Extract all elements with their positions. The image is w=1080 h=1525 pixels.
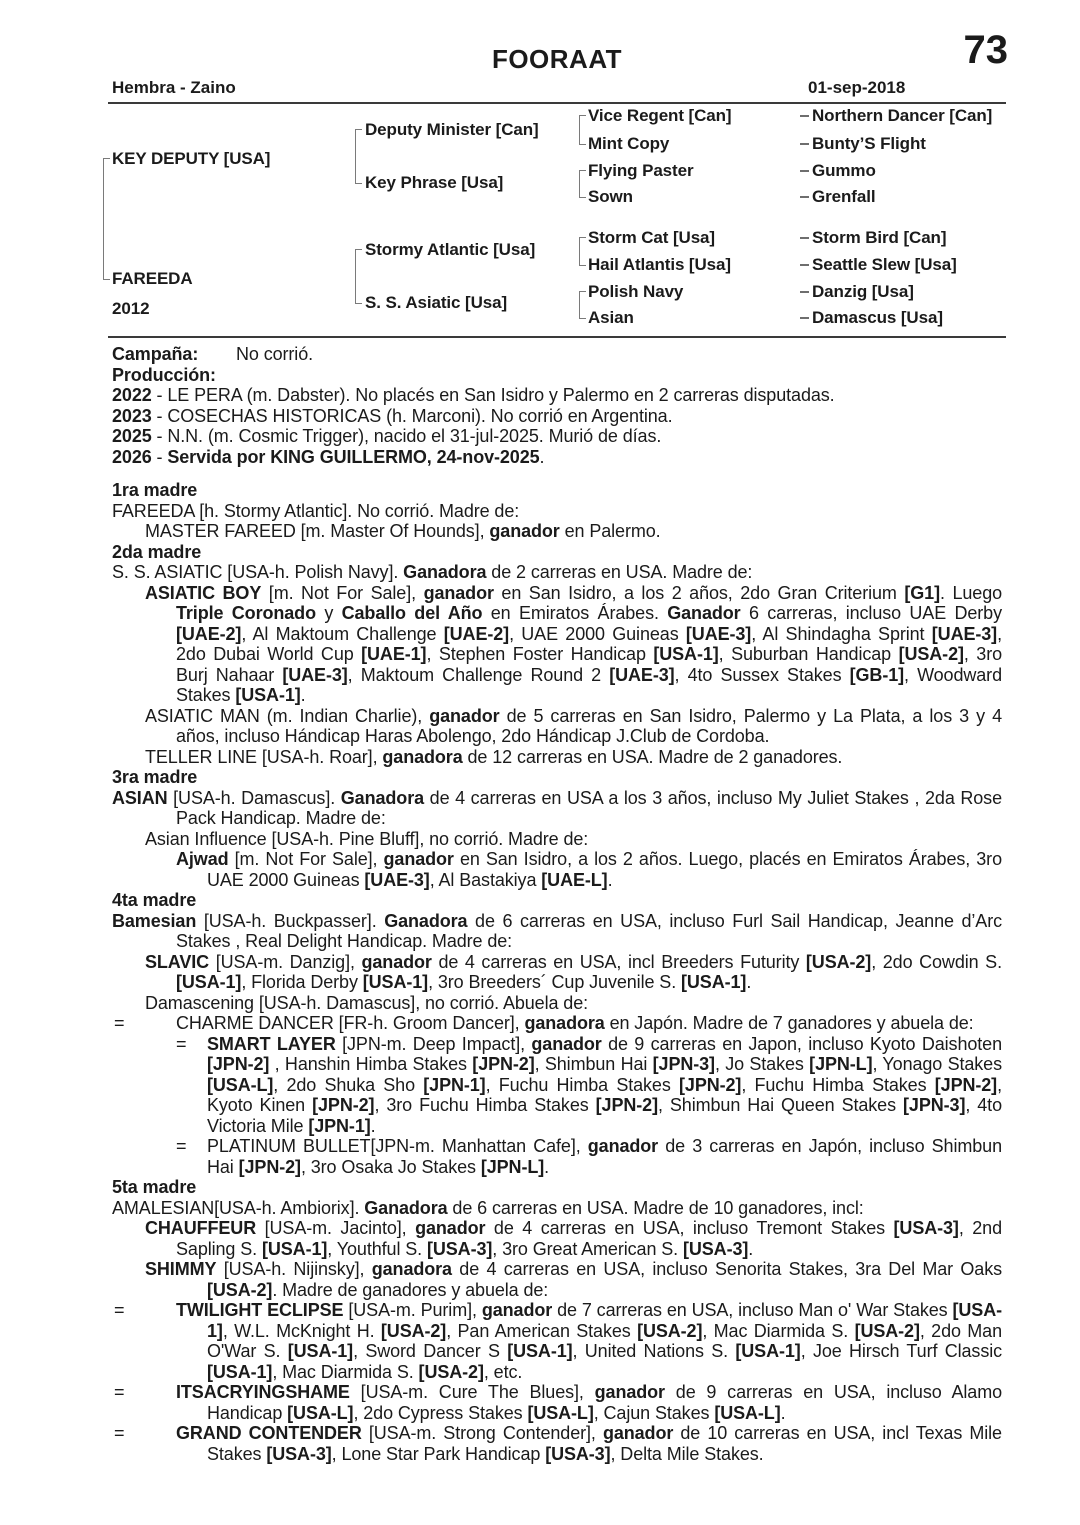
- text: , Youthful S.: [327, 1238, 427, 1259]
- bold-text: [UAE-3]: [685, 623, 752, 644]
- text: , 4to Sussex Stakes: [674, 664, 850, 685]
- equals-prefix: =: [176, 1136, 187, 1156]
- text: [USA-h. Damascus].: [167, 787, 341, 808]
- production-year: 2026: [112, 446, 152, 467]
- text: , 2do Cypress Stakes: [353, 1402, 528, 1423]
- text: , Fuchu Himba Stakes: [741, 1074, 935, 1095]
- dam-heading: 3ra madre: [112, 767, 198, 787]
- bold-text: [USA-3]: [893, 1218, 959, 1238]
- text: .: [544, 1156, 550, 1177]
- text: [USA-h. Buckpasser].: [196, 910, 385, 931]
- text: , Fuchu Himba Stakes: [485, 1074, 680, 1095]
- bold-text: [UAE-3]: [282, 664, 348, 685]
- production-entry: [112, 447, 1002, 468]
- bold-text: [USA-3]: [682, 1238, 749, 1259]
- bold-text: [USA-L]: [207, 1074, 274, 1095]
- bold-text: ganadora: [524, 1013, 605, 1033]
- text: en Japón. Madre de 7 ganadores y abuela de:: [604, 1013, 974, 1033]
- bold-text: [JPN-1]: [308, 1115, 371, 1136]
- pedigree-dam-year: 2012: [112, 299, 150, 318]
- dam-section: [112, 890, 1002, 1177]
- pedigree-dash: [800, 264, 809, 266]
- text: CHARME DANCER [FR-h. Groom Dancer],: [176, 1013, 525, 1033]
- text: , 3ro Fuchu Himba Stakes: [374, 1095, 596, 1115]
- dam-paragraph: [112, 1136, 1002, 1177]
- text: de 2 carreras en USA. Madre de:: [486, 562, 753, 582]
- dam-paragraph: = ITSACRYINGSHAME [USA-m. Cure The Blues], ganador de 9 carreras en USA, incluso Alamo Handicap [USA-L], 2do Cypress Stakes [USA-L], Cajun Stakes [USA-L].: [114, 1382, 1003, 1423]
- dam-paragraph: [112, 583, 1002, 706]
- text: [m. Not For Sale],: [228, 849, 384, 869]
- text: de 6 carreras en USA, incluso Furl Sail Handicap, Jeanne d’Arc Stakes , Real Delight Handicap. Madre de:: [176, 910, 1003, 951]
- bold-text: [JPN-2]: [238, 1156, 301, 1177]
- pedigree-gen3-name: Vice Regent [Can]: [588, 106, 732, 125]
- text: , 2do Cowdin S.: [871, 951, 1002, 972]
- dam-paragraph: [112, 993, 1002, 1014]
- production-year: 2023: [112, 405, 152, 426]
- dam-paragraph: [112, 1034, 1002, 1137]
- text: de 10 carreras en USA, incl Texas Mile Stakes: [207, 1423, 1002, 1464]
- text: PLATINUM BULLET[JPN-m. Manhattan Cafe],: [207, 1136, 588, 1156]
- text: . Luego: [940, 582, 1003, 603]
- pedigree-dash: [800, 143, 809, 145]
- text: , Shimbun Hai: [534, 1054, 653, 1074]
- text: en San Isidro, a los 2 años, 2do Gran Criterium: [493, 582, 905, 603]
- bold-text: ganador: [361, 951, 432, 972]
- bold-text: Caballo del Año: [341, 603, 483, 623]
- bold-text: [USA-2]: [637, 1320, 703, 1341]
- text: [USA-m. Danzig],: [209, 951, 362, 972]
- bold-text: SMART LAYER: [207, 1033, 336, 1054]
- text: en San Isidro, a los 2 años. Luego, placés en Emiratos Árabes, 3ro UAE 2000 Guineas: [207, 849, 1002, 890]
- bold-text: [USA-1]: [362, 972, 429, 992]
- bold-text: [JPN-2]: [472, 1054, 535, 1074]
- dam-section: [112, 1177, 1002, 1464]
- dam-paragraph: [112, 1198, 1002, 1219]
- dam-paragraph: [112, 562, 1002, 583]
- text: , Sword Dancer S: [353, 1341, 508, 1361]
- bold-text: [UAE-3]: [609, 664, 675, 685]
- text: , 2do Man O'War S.: [207, 1320, 1002, 1361]
- text: de 5 carreras en San Isidro, Palermo y La Plata, a los 3 y 4 años, incluso Hándicap Haras Abolengo, 2do Hándicap J.Club de Cordoba.: [176, 705, 1002, 746]
- text: , 3ro Great American S.: [492, 1238, 683, 1259]
- dam-section: [112, 480, 1002, 542]
- pedigree-gen4-name: Bunty’S Flight: [812, 134, 926, 153]
- production-year: 2022: [112, 385, 152, 405]
- bold-text: [JPN-L]: [480, 1156, 545, 1177]
- bold-text: [UAE-1]: [361, 644, 427, 664]
- bold-text: [USA-2]: [380, 1320, 447, 1341]
- page-content: [112, 0, 1008, 1464]
- text: . Madre de ganadores y abuela de:: [272, 1279, 549, 1300]
- dam-paragraph: [112, 952, 1002, 993]
- pedigree-gen4-name: Northern Dancer [Can]: [812, 106, 993, 125]
- pedigree-gen4-name: Gummo: [812, 161, 876, 180]
- pedigree-dash: [800, 291, 809, 293]
- text: en Emiratos Árabes.: [482, 603, 668, 623]
- text: de 6 carreras en USA. Madre de 10 ganadores, incl:: [447, 1197, 864, 1218]
- bold-text: Bamesian: [112, 910, 197, 931]
- text: [USA-m. Jacinto],: [256, 1218, 416, 1238]
- bold-text: Ganadora: [403, 562, 487, 582]
- text: , Al Maktoum Challenge: [241, 623, 444, 644]
- text: , Cajun Stakes: [593, 1402, 715, 1423]
- bold-text: [G1]: [904, 582, 940, 603]
- bold-text: [USA-1]: [507, 1341, 573, 1361]
- text: , 2nd Sapling S.: [176, 1218, 1002, 1259]
- text: , Pan American Stakes: [446, 1320, 638, 1341]
- bold-text: ganador: [415, 1218, 486, 1238]
- bold-text: ITSACRYINGSHAME: [176, 1382, 350, 1402]
- bold-text: Ganadora: [340, 787, 425, 808]
- text: , 3ro Osaka Jo Stakes: [300, 1156, 481, 1177]
- text: -: [151, 446, 168, 467]
- text: , Delta Mile Stakes.: [610, 1443, 764, 1464]
- bold-text: [GB-1]: [849, 664, 905, 685]
- bold-text: [JPN-3]: [652, 1054, 715, 1074]
- text: , Al Bastakiya: [429, 869, 542, 890]
- bold-text: [USA-1]: [207, 1300, 1003, 1341]
- text: , 3ro Breeders´ Cup Juvenile S.: [428, 972, 682, 992]
- pedigree-dash: [800, 115, 809, 117]
- pedigree-bracket: [355, 129, 362, 184]
- page-title: FOORAAT: [491, 44, 623, 74]
- bold-text: ASIAN: [112, 787, 168, 808]
- bold-text: [USA-1]: [261, 1238, 328, 1259]
- bold-text: Ganadora: [364, 1197, 448, 1218]
- bold-text: [JPN-2]: [207, 1054, 270, 1074]
- text: [m. Not For Sale],: [261, 582, 424, 603]
- bold-text: ganador: [594, 1382, 665, 1402]
- bold-text: [USA-2]: [207, 1279, 273, 1300]
- bold-text: [USA-1]: [235, 685, 301, 705]
- bold-text: [UAE-3]: [931, 623, 998, 644]
- pedigree-bracket: [355, 249, 362, 304]
- text: - N.N. (m. Cosmic Trigger), nacido el 31-jul-2025. Murió de días.: [151, 426, 662, 446]
- text: de 9 carreras en Japon, incluso Kyoto Daishoten: [601, 1033, 1002, 1054]
- campaign-label: Campaña:: [112, 344, 199, 364]
- text: de 12 carreras en USA. Madre de 2 ganadores.: [462, 746, 843, 767]
- text: de 4 carreras en USA a los 3 años, incluso My Juliet Stakes , 2da Rose Pack Handicap. Madre de:: [176, 787, 1002, 828]
- page-header: [112, 0, 1008, 102]
- text: de 4 carreras en USA, incluso Tremont Stakes: [485, 1218, 894, 1238]
- text: , Mac Diarmida S.: [272, 1361, 419, 1382]
- pedigree-gen2-name: Key Phrase [Usa]: [365, 173, 504, 192]
- text: [JPN-m. Deep Impact],: [335, 1033, 532, 1054]
- page-number: 73: [963, 28, 1008, 72]
- dam-paragraph: [112, 788, 1002, 829]
- bold-text: ganador: [489, 521, 560, 541]
- text: , etc.: [483, 1361, 523, 1382]
- dam-paragraph: = GRAND CONTENDER [USA-m. Strong Contender], ganador de 10 carreras en USA, incl Texas Mile Stakes [USA-3], Lone Star Park Handicap [USA-3], Delta Mile Stakes.: [114, 1423, 1002, 1464]
- text: , Suburban Handicap: [718, 644, 899, 664]
- bold-text: [USA-1]: [207, 1361, 273, 1382]
- dam-section: [112, 767, 1002, 890]
- pedigree-dash: [800, 317, 809, 319]
- pedigree-bracket: [579, 291, 586, 319]
- bold-text: [USA-L]: [714, 1402, 781, 1423]
- text: [USA-m. Strong Contender],: [361, 1423, 603, 1443]
- text: .: [748, 1238, 754, 1259]
- dam-paragraph: [112, 911, 1002, 952]
- pedigree-gen3-name: Polish Navy: [588, 282, 684, 301]
- text: AMALESIAN[USA-h. Ambiorix].: [112, 1197, 365, 1218]
- text: [USA-m. Cure The Blues],: [349, 1382, 595, 1402]
- bold-text: [USA-3]: [545, 1443, 611, 1464]
- equals-prefix: =: [176, 1033, 187, 1054]
- text: de 3 carreras en Japón, incluso Shimbun Hai: [207, 1136, 1002, 1177]
- bold-text: ASIATIC BOY: [145, 582, 262, 603]
- bold-text: [USA-2]: [854, 1320, 920, 1341]
- bold-text: Ajwad: [176, 849, 229, 869]
- pedigree-dash: [800, 170, 809, 172]
- pedigree-gen3-name: Storm Cat [Usa]: [588, 228, 715, 247]
- bold-text: ganador: [429, 705, 500, 726]
- production-label: Producción:: [112, 364, 216, 385]
- bold-text: GRAND CONTENDER: [176, 1423, 362, 1443]
- bold-text: TWILIGHT ECLIPSE: [176, 1300, 344, 1320]
- bold-text: [JPN-2]: [934, 1074, 998, 1095]
- dam-paragraph: [112, 829, 1002, 850]
- bold-text: CHAUFFEUR: [145, 1218, 257, 1238]
- text: , Hanshin Himba Stakes: [269, 1054, 473, 1074]
- bold-text: Ganador: [667, 603, 741, 623]
- dam-heading: 1ra madre: [112, 480, 198, 500]
- text: , 2do Dubai World Cup: [176, 623, 1002, 664]
- text: 6 carreras, incluso UAE Derby: [740, 603, 1002, 623]
- text: , 3ro Burj Nahaar: [176, 644, 1002, 685]
- bold-text: ganador: [481, 1300, 553, 1320]
- pedigree-gen2-name: S. S. Asiatic [Usa]: [365, 293, 508, 312]
- pedigree-table: [112, 104, 1002, 336]
- bold-text: SLAVIC: [145, 951, 210, 972]
- bold-text: [UAE-2]: [443, 623, 510, 644]
- text: de 7 carreras en USA, incluso Man o' War Stakes: [552, 1300, 953, 1320]
- text: , 4to Victoria Mile: [207, 1095, 1002, 1136]
- bold-text: ganador: [531, 1033, 602, 1054]
- text: , Yonago Stakes: [872, 1054, 1002, 1074]
- text: MASTER FAREED [m. Master Of Hounds],: [145, 521, 490, 541]
- pedigree-gen4-name: Seattle Slew [Usa]: [812, 255, 957, 274]
- bold-text: ganadora: [382, 746, 463, 767]
- dam-paragraph: [112, 1218, 1002, 1259]
- bold-text: Ganadora: [384, 910, 468, 931]
- bold-text: [JPN-2]: [679, 1074, 742, 1095]
- text: , UAE 2000 Guineas: [509, 623, 686, 644]
- pedigree-gen3-name: Flying Paster: [588, 161, 694, 180]
- bold-text: [USA-1]: [287, 1341, 354, 1361]
- bold-text: ganador: [602, 1423, 674, 1443]
- text: , Stephen Foster Handicap: [426, 644, 654, 664]
- bold-text: [USA-2]: [418, 1361, 484, 1382]
- text: ASIATIC MAN (m. Indian Charlie),: [145, 705, 430, 726]
- pedigree-dam: FAREEDA: [112, 269, 193, 288]
- bold-text: [JPN-2]: [595, 1095, 658, 1115]
- text: Damascening [USA-h. Damascus], no corrió. Abuela de:: [145, 992, 589, 1013]
- text: [USA-h. Nijinsky],: [216, 1259, 372, 1279]
- dam-heading: 2da madre: [112, 541, 202, 562]
- bold-text: ganador: [587, 1136, 659, 1156]
- bold-text: [UAE-3]: [364, 869, 430, 890]
- dam-heading: 5ta madre: [112, 1177, 197, 1197]
- dam-paragraph: [112, 706, 1002, 747]
- pedigree-bracket: [579, 115, 586, 145]
- text: , Joe Hirsch Turf Classic: [800, 1341, 1003, 1361]
- text: , Shimbun Hai Queen Stakes: [657, 1095, 904, 1115]
- bold-text: [USA-1]: [681, 972, 747, 992]
- text: , Florida Derby: [241, 972, 363, 992]
- text: - LE PERA (m. Dabster). No placés en San Isidro y Palermo en 2 carreras disputadas.: [151, 385, 835, 405]
- sex-coat-label: Hembra - Zaino: [112, 78, 236, 97]
- dam-paragraph: [112, 501, 1002, 522]
- bold-text: [USA-2]: [898, 644, 964, 664]
- pedigree-sire: KEY DEPUTY [USA]: [112, 149, 271, 168]
- dam-paragraph: [112, 849, 1002, 890]
- pedigree-gen3-name: Mint Copy: [588, 134, 670, 153]
- bold-text: [USA-1]: [176, 972, 242, 992]
- campaign-value: No corrió.: [236, 344, 314, 364]
- bold-text: [USA-L]: [527, 1402, 594, 1423]
- pedigree-gen4-name: Damascus [Usa]: [812, 308, 943, 327]
- pedigree-bracket: [103, 158, 110, 280]
- text: S. S. ASIATIC [USA-h. Polish Navy].: [112, 562, 404, 582]
- text: y: [315, 603, 342, 623]
- text: en Palermo.: [559, 521, 661, 541]
- text: .: [746, 972, 752, 992]
- campaign-line: [112, 344, 1002, 365]
- text: , Jo Stakes: [714, 1054, 810, 1074]
- pedigree-gen2-name: Stormy Atlantic [Usa]: [365, 240, 536, 259]
- text: .: [370, 1115, 376, 1136]
- pedigree-gen3-name: Sown: [588, 187, 633, 206]
- bold-text: ganador: [383, 849, 454, 869]
- text: FAREEDA [h. Stormy Atlantic]. No corrió. Madre de:: [112, 500, 520, 521]
- pedigree-gen4-name: Danzig [Usa]: [812, 282, 914, 301]
- dam-paragraph: [112, 1259, 1002, 1300]
- bold-text: SHIMMY: [145, 1259, 217, 1279]
- text: - COSECHAS HISTORICAS (h. Marconi). No corrió en Argentina.: [151, 405, 673, 426]
- production-entry: [112, 426, 1002, 447]
- dam-section: [112, 542, 1002, 768]
- pedigree-dash: [800, 196, 809, 198]
- dam-sections: [112, 480, 1002, 1464]
- bold-text: Servida por KING GUILLERMO, 24-nov-2025: [167, 446, 540, 467]
- bold-text: [JPN-1]: [423, 1074, 486, 1095]
- bold-text: [JPN-L]: [809, 1054, 873, 1074]
- bold-text: [UAE-2]: [176, 623, 242, 644]
- pedigree-gen4-name: Grenfall: [812, 187, 876, 206]
- text: Asian Influence [USA-h. Pine Bluff], no corrió. Madre de:: [145, 828, 589, 849]
- text: , Al Shindagha Sprint: [751, 623, 932, 644]
- bold-text: [USA-3]: [426, 1238, 493, 1259]
- pedigree-dash: [800, 237, 809, 239]
- pedigree-gen3-name: Asian: [588, 308, 634, 327]
- production-list: [112, 385, 1002, 467]
- text-body: [112, 338, 1002, 1464]
- text: , Mac Diarmida S.: [702, 1320, 855, 1341]
- text: de 4 carreras en USA, incluso Senorita Stakes, 3ra Del Mar Oaks: [451, 1259, 1002, 1279]
- pedigree-gen4-name: Storm Bird [Can]: [812, 228, 947, 247]
- bold-text: [JPN-2]: [312, 1095, 375, 1115]
- pedigree-bracket: [579, 170, 586, 198]
- text: , Woodward Stakes: [176, 664, 1002, 705]
- pedigree-gen2-name: Deputy Minister [Can]: [365, 120, 539, 139]
- text: de 9 carreras en USA, incluso Alamo Handicap: [207, 1382, 1003, 1423]
- pedigree-bracket: [579, 237, 586, 266]
- text: , 2do Shuka Sho: [273, 1074, 424, 1095]
- text: TELLER LINE [USA-h. Roar],: [145, 746, 383, 767]
- text: , Lone Star Park Handicap: [331, 1443, 546, 1464]
- text: , United Nations S.: [572, 1341, 736, 1361]
- bold-text: [UAE-L]: [541, 869, 608, 890]
- pedigree-gen3-name: Hail Atlantis [Usa]: [588, 255, 731, 274]
- text: , Maktoum Challenge Round 2: [347, 664, 610, 685]
- bold-text: [USA-1]: [653, 644, 719, 664]
- production-entry: [112, 385, 1002, 406]
- bold-text: [JPN-3]: [903, 1095, 966, 1115]
- bold-text: ganadora: [371, 1259, 452, 1279]
- text: .: [300, 685, 306, 705]
- bold-text: [USA-3]: [266, 1443, 332, 1464]
- bold-text: ganador: [423, 582, 494, 603]
- dam-paragraph: [112, 521, 1002, 542]
- date-label: 01-sep-2018: [808, 78, 906, 97]
- text: .: [780, 1402, 786, 1423]
- production-entry: [112, 406, 1002, 427]
- dam-heading: 4ta madre: [112, 890, 197, 910]
- dam-paragraph: = CHARME DANCER [FR-h. Groom Dancer], ganadora en Japón. Madre de 7 ganadores y abuela de:: [114, 1013, 974, 1033]
- production-year: 2025: [112, 426, 152, 446]
- bold-text: [USA-1]: [735, 1341, 801, 1361]
- text: .: [607, 869, 613, 890]
- text: , W.L. McKnight H.: [222, 1320, 381, 1341]
- text: , Kyoto Kinen: [207, 1074, 1002, 1115]
- text: [USA-m. Purim],: [343, 1300, 482, 1320]
- dam-paragraph: [112, 747, 1002, 768]
- text: de 4 carreras en USA, incl Breeders Futurity: [431, 951, 806, 972]
- dam-paragraph: = TWILIGHT ECLIPSE [USA-m. Purim], ganador de 7 carreras en USA, incluso Man o' War Stakes [USA-1], W.L. McKnight H. [USA-2], Pan American Stakes [USA-2], Mac Diarmida S. [USA-2], 2do Man O'War S. [USA-1], Sword Dancer S [USA-1], United Nations S. [USA-1], Joe Hirsch Turf Classic [USA-1], Mac Diarmida S. [USA-2], etc.: [114, 1300, 1003, 1382]
- bold-text: Triple Coronado: [176, 603, 316, 623]
- bold-text: [USA-L]: [287, 1402, 354, 1423]
- text: .: [539, 446, 545, 467]
- bold-text: [USA-2]: [805, 951, 872, 972]
